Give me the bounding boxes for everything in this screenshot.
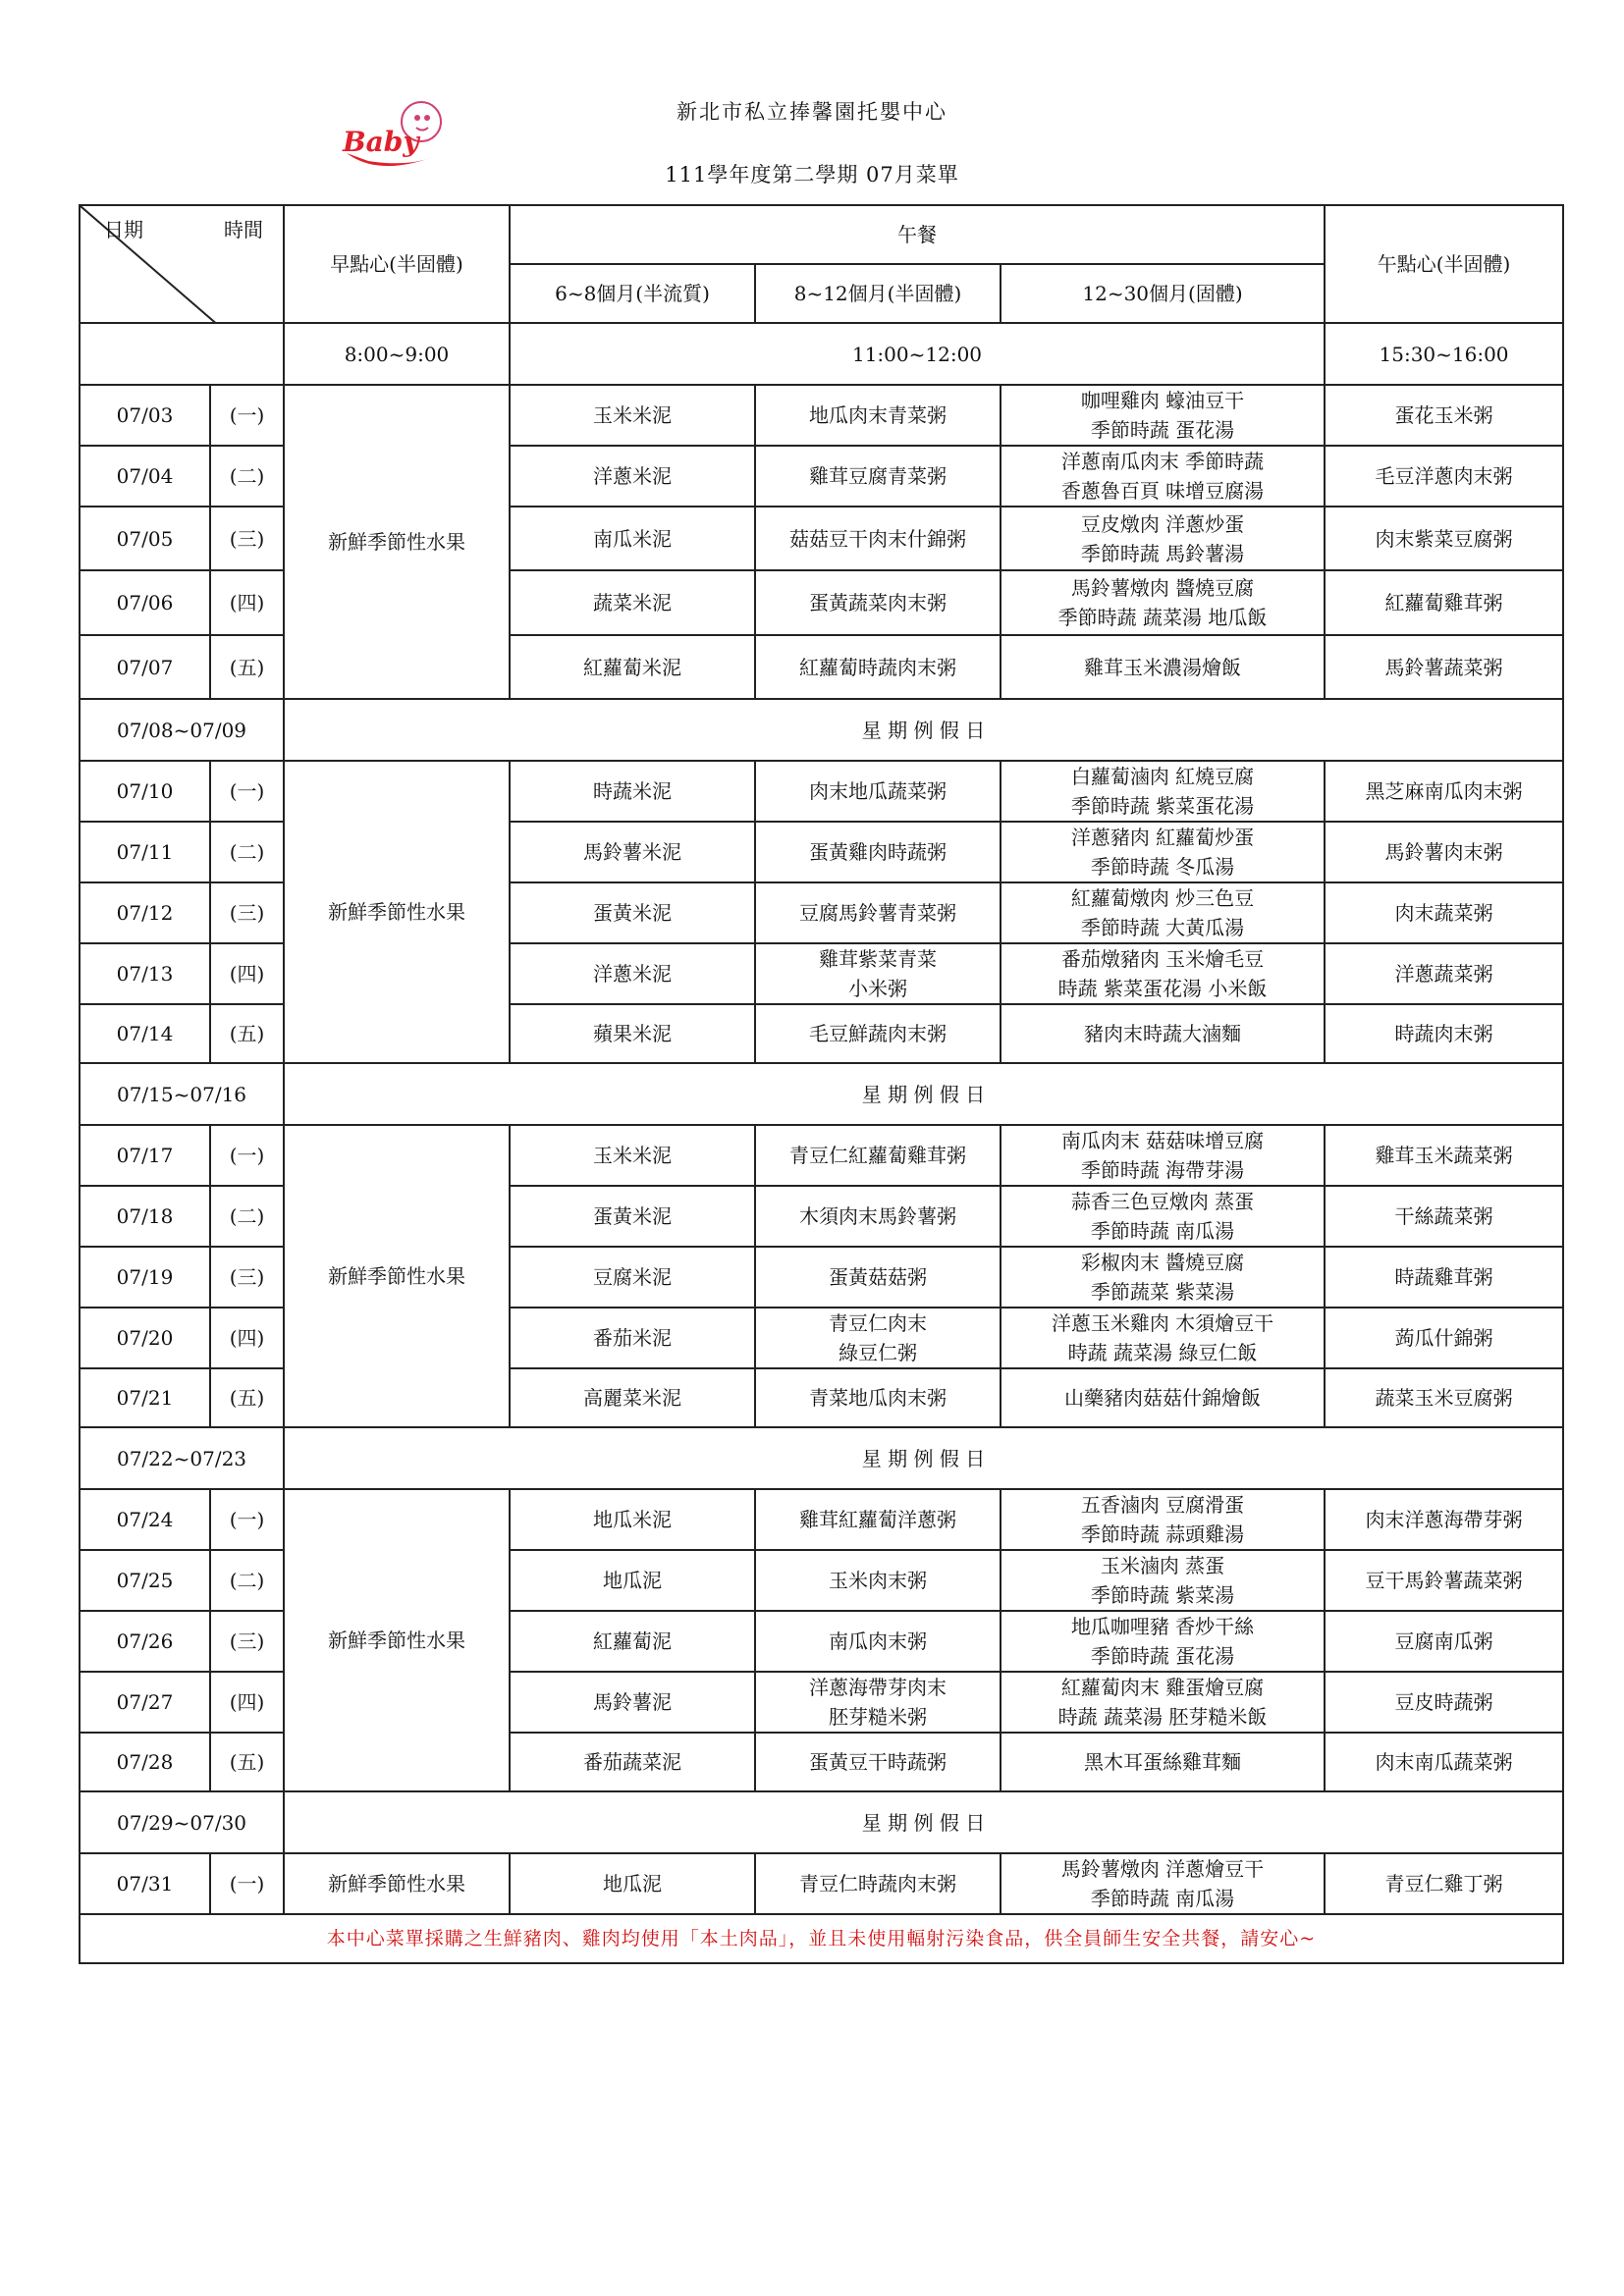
lunch-6-8-header: 6~8個月(半流質) [510,264,755,323]
holiday-label: 星 期 例 假 日 [284,1063,1563,1125]
holiday-date-range: 07/15~07/16 [80,1063,284,1125]
menu-subtitle: 111學年度第二學期 07月菜單 [665,163,959,187]
dish-line: 紅蘿蔔肉末 雞蛋燴豆腐 [1060,1676,1265,1699]
footer-row [80,1914,1563,1963]
dish-line: 季節時蔬 冬瓜湯 [1090,855,1235,879]
lunch-12-30-cell [1001,882,1325,943]
dish-line: 綠豆仁粥 [839,1341,917,1364]
menu-row [80,761,1563,822]
morning-fruit-cell: 新鮮季節性水果 [284,385,510,699]
lunch-12-30-cell [1001,1186,1325,1247]
lunch-8-12-cell: 蛋黃豆干時蔬粥 [755,1733,1001,1791]
lunch-12-30-cell [1001,1247,1325,1308]
lunch-8-12-cell [755,1308,1001,1368]
date-cell: 07/24 [80,1489,210,1550]
weekday-cell: (五) [210,1733,284,1791]
morning-fruit-cell: 新鮮季節性水果 [284,1125,510,1427]
dish-line: 季節時蔬 蔬菜湯 地瓜飯 [1057,606,1268,629]
afternoon-snack-cell: 蛋花玉米粥 [1325,385,1563,446]
date-cell: 07/04 [80,446,210,507]
morning-snack-header: 早點心(半固體) [284,205,510,323]
lunch-6-8-cell: 番茄蔬菜泥 [510,1733,755,1791]
dish-line: 番茄燉豬肉 玉米燴毛豆 [1060,947,1265,971]
dish-line: 紅蘿蔔燉肉 炒三色豆 [1070,886,1255,910]
lunch-6-8-cell: 蛋黃米泥 [510,1186,755,1247]
date-cell: 07/03 [80,385,210,446]
afternoon-snack-cell: 蔬菜玉米豆腐粥 [1325,1368,1563,1427]
morning-time: 8:00~9:00 [284,323,510,385]
afternoon-snack-cell: 肉末洋蔥海帶芽粥 [1325,1489,1563,1550]
weekday-cell: (一) [210,761,284,822]
lunch-12-30-cell [1001,446,1325,507]
lunch-12-30-cell [1001,1611,1325,1672]
holiday-date-range: 07/29~07/30 [80,1791,284,1853]
lunch-6-8-cell: 地瓜泥 [510,1853,755,1914]
lunch-8-12-cell: 青豆仁時蔬肉末粥 [755,1853,1001,1914]
lunch-6-8-cell: 玉米米泥 [510,385,755,446]
weekday-cell: (一) [210,385,284,446]
afternoon-time: 15:30~16:00 [1325,323,1563,385]
lunch-6-8-cell: 蘋果米泥 [510,1004,755,1063]
lunch-8-12-cell: 蛋黃雞肉時蔬粥 [755,822,1001,882]
lunch-12-30-cell [1001,507,1325,570]
lunch-8-12-cell: 菇菇豆干肉末什錦粥 [755,507,1001,570]
afternoon-snack-cell: 黑芝麻南瓜肉末粥 [1325,761,1563,822]
lunch-8-12-cell [755,943,1001,1004]
afternoon-snack-cell: 馬鈴薯肉末粥 [1325,822,1563,882]
dish-line: 季節時蔬 蛋花湯 [1090,1644,1235,1668]
lunch-6-8-cell: 洋蔥米泥 [510,943,755,1004]
lunch-6-8-cell: 地瓜泥 [510,1550,755,1611]
afternoon-snack-cell: 肉末蔬菜粥 [1325,882,1563,943]
weekday-cell: (五) [210,635,284,699]
dish-line: 蒜香三色豆燉肉 蒸蛋 [1070,1190,1255,1213]
lunch-8-12-cell: 雞茸紅蘿蔔洋蔥粥 [755,1489,1001,1550]
date-cell: 07/31 [80,1853,210,1914]
dish-line: 白蘿蔔滷肉 紅燒豆腐 [1070,765,1255,788]
date-cell: 07/10 [80,761,210,822]
afternoon-snack-cell: 豆腐南瓜粥 [1325,1611,1563,1672]
weekday-cell: (一) [210,1853,284,1914]
lunch-8-12-cell: 雞茸豆腐青菜粥 [755,446,1001,507]
dish-line: 洋蔥玉米雞肉 木須燴豆干 [1051,1311,1274,1335]
weekday-cell: (四) [210,1672,284,1733]
date-time-header [80,205,284,323]
afternoon-snack-cell: 蒟瓜什錦粥 [1325,1308,1563,1368]
lunch-8-12-cell: 南瓜肉末粥 [755,1611,1001,1672]
afternoon-snack-header: 午點心(半固體) [1325,205,1563,323]
menu-row [80,385,1563,446]
date-cell: 07/11 [80,822,210,882]
lunch-6-8-cell: 豆腐米泥 [510,1247,755,1308]
morning-fruit-cell: 新鮮季節性水果 [284,1853,510,1914]
lunch-6-8-cell: 馬鈴薯泥 [510,1672,755,1733]
lunch-8-12-cell: 豆腐馬鈴薯青菜粥 [755,882,1001,943]
dish-line: 馬鈴薯燉肉 洋蔥燴豆干 [1060,1857,1265,1881]
lunch-6-8-cell: 馬鈴薯米泥 [510,822,755,882]
dish-line: 玉米滷肉 蒸蛋 [1100,1554,1225,1577]
weekday-cell: (一) [210,1125,284,1186]
lunch-8-12-cell: 玉米肉末粥 [755,1550,1001,1611]
holiday-date-range: 07/22~07/23 [80,1427,284,1489]
weekday-cell: (三) [210,1611,284,1672]
lunch-12-30-cell [1001,1308,1325,1368]
time-header: 時間 [224,218,263,241]
lunch-8-12-cell: 紅蘿蔔時蔬肉末粥 [755,635,1001,699]
morning-fruit-cell: 新鮮季節性水果 [284,1489,510,1791]
menu-row [80,1489,1563,1550]
dish-line: 地瓜咖哩豬 香炒干絲 [1070,1615,1255,1638]
date-cell: 07/06 [80,570,210,635]
lunch-12-30-cell [1001,1489,1325,1550]
lunch-header: 午餐 [510,205,1325,264]
weekday-cell: (三) [210,1247,284,1308]
holiday-label: 星 期 例 假 日 [284,1427,1563,1489]
lunch-12-30-cell [1001,570,1325,635]
afternoon-snack-cell: 肉末南瓜蔬菜粥 [1325,1733,1563,1791]
lunch-8-12-cell: 蛋黃蔬菜肉末粥 [755,570,1001,635]
date-cell: 07/21 [80,1368,210,1427]
holiday-label: 星 期 例 假 日 [284,1791,1563,1853]
dish-line: 南瓜肉末 菇菇味增豆腐 [1060,1129,1265,1152]
lunch-12-30-cell [1001,385,1325,446]
date-cell: 07/07 [80,635,210,699]
lunch-6-8-cell: 紅蘿蔔泥 [510,1611,755,1672]
lunch-6-8-cell: 番茄米泥 [510,1308,755,1368]
dish-line: 洋蔥豬肉 紅蘿蔔炒蛋 [1070,826,1255,849]
holiday-row [80,1063,1563,1125]
dish-line: 季節蔬菜 紫菜湯 [1090,1280,1235,1304]
lunch-6-8-cell: 玉米米泥 [510,1125,755,1186]
lunch-12-30-cell [1001,1550,1325,1611]
afternoon-snack-cell: 時蔬雞茸粥 [1325,1247,1563,1308]
weekday-cell: (二) [210,446,284,507]
weekday-cell: (二) [210,1550,284,1611]
weekday-cell: (一) [210,1489,284,1550]
lunch-12-30-cell [1001,761,1325,822]
lunch-12-30-cell: 豬肉末時蔬大滷麵 [1001,1004,1325,1063]
logo-text: Baby [343,126,419,158]
weekday-cell: (三) [210,882,284,943]
time-header-blank [80,323,284,385]
dish-line: 小米粥 [848,977,907,1000]
dish-line: 季節時蔬 南瓜湯 [1090,1887,1235,1910]
dish-line: 咖哩雞肉 蠔油豆干 [1080,389,1245,412]
afternoon-snack-cell: 青豆仁雞丁粥 [1325,1853,1563,1914]
weekday-cell: (四) [210,943,284,1004]
dish-line: 香蔥魯百頁 味增豆腐湯 [1060,479,1265,503]
lunch-12-30-cell [1001,822,1325,882]
dish-line: 時蔬 蔬菜湯 綠豆仁飯 [1067,1341,1258,1364]
lunch-6-8-cell: 地瓜米泥 [510,1489,755,1550]
dish-line: 季節時蔬 海帶芽湯 [1080,1158,1245,1182]
lunch-8-12-cell: 青豆仁紅蘿蔔雞茸粥 [755,1125,1001,1186]
lunch-6-8-cell: 南瓜米泥 [510,507,755,570]
date-cell: 07/14 [80,1004,210,1063]
dish-line: 胚芽糙米粥 [829,1705,927,1729]
date-cell: 07/25 [80,1550,210,1611]
weekday-cell: (三) [210,507,284,570]
footer-note: 本中心菜單採購之生鮮豬肉、雞肉均使用「本土肉品」，並且未使用輻射污染食品，供全員師生安全共餐，請安心~ [80,1914,1563,1963]
holiday-row [80,699,1563,761]
dish-line: 季節時蔬 蛋花湯 [1090,418,1235,442]
date-cell: 07/12 [80,882,210,943]
date-header: 日期 [104,218,143,241]
lunch-12-30-cell [1001,943,1325,1004]
lunch-8-12-cell: 地瓜肉末青菜粥 [755,385,1001,446]
dish-line: 時蔬 紫菜蛋花湯 小米飯 [1057,977,1268,1000]
afternoon-snack-cell: 干絲蔬菜粥 [1325,1186,1563,1247]
morning-fruit-cell: 新鮮季節性水果 [284,761,510,1063]
menu-row [80,1125,1563,1186]
lunch-6-8-cell: 紅蘿蔔米泥 [510,635,755,699]
weekday-cell: (四) [210,1308,284,1368]
date-cell: 07/26 [80,1611,210,1672]
afternoon-snack-cell: 馬鈴薯蔬菜粥 [1325,635,1563,699]
dish-line: 豆皮燉肉 洋蔥炒蛋 [1080,511,1245,536]
afternoon-snack-cell: 紅蘿蔔雞茸粥 [1325,570,1563,635]
afternoon-snack-cell: 洋蔥蔬菜粥 [1325,943,1563,1004]
lunch-6-8-cell: 時蔬米泥 [510,761,755,822]
date-cell: 07/28 [80,1733,210,1791]
lunch-8-12-cell: 青菜地瓜肉末粥 [755,1368,1001,1427]
lunch-12-30-cell [1001,1125,1325,1186]
holiday-date-range: 07/08~07/09 [80,699,284,761]
dish-line: 彩椒肉末 醬燒豆腐 [1080,1251,1245,1274]
date-cell: 07/13 [80,943,210,1004]
afternoon-snack-cell: 時蔬肉末粥 [1325,1004,1563,1063]
holiday-label: 星 期 例 假 日 [284,699,1563,761]
afternoon-snack-cell: 雞茸玉米蔬菜粥 [1325,1125,1563,1186]
dish-line: 洋蔥南瓜肉末 季節時蔬 [1060,450,1265,473]
dish-line: 季節時蔬 紫菜蛋花湯 [1070,794,1255,818]
lunch-12-30-cell [1001,1853,1325,1914]
lunch-8-12-cell: 蛋黃菇菇粥 [755,1247,1001,1308]
dish-line: 季節時蔬 南瓜湯 [1090,1219,1235,1243]
date-cell: 07/20 [80,1308,210,1368]
lunch-12-30-cell: 黑木耳蛋絲雞茸麵 [1001,1733,1325,1791]
holiday-row [80,1427,1563,1489]
lunch-8-12-header: 8~12個月(半固體) [755,264,1001,323]
afternoon-snack-cell: 毛豆洋蔥肉末粥 [1325,446,1563,507]
dish-line: 季節時蔬 紫菜湯 [1090,1583,1235,1607]
weekday-cell: (五) [210,1368,284,1427]
date-cell: 07/05 [80,507,210,570]
lunch-12-30-header: 12~30個月(固體) [1001,264,1325,323]
dish-line: 馬鈴薯燉肉 醬燒豆腐 [1070,576,1255,600]
lunch-6-8-cell: 蛋黃米泥 [510,882,755,943]
org-name: 新北市私立捧馨園托嬰中心 [677,100,947,124]
weekday-cell: (二) [210,822,284,882]
lunch-6-8-cell: 高麗菜米泥 [510,1368,755,1427]
menu-row [80,1853,1563,1914]
dish-line: 季節時蔬 蒜頭雞湯 [1080,1522,1245,1546]
afternoon-snack-cell: 肉末紫菜豆腐粥 [1325,507,1563,570]
date-cell: 07/17 [80,1125,210,1186]
dish-line: 時蔬 蔬菜湯 胚芽糙米飯 [1057,1705,1268,1729]
lunch-time: 11:00~12:00 [510,323,1325,385]
dish-line: 雞茸紫菜青菜 [819,947,937,971]
lunch-12-30-cell: 雞茸玉米濃湯燴飯 [1001,635,1325,699]
dish-line: 季節時蔬 大黃瓜湯 [1080,916,1245,939]
weekday-cell: (二) [210,1186,284,1247]
dish-line: 青豆仁肉末 [829,1311,927,1335]
lunch-8-12-cell [755,1672,1001,1733]
date-cell: 07/19 [80,1247,210,1308]
dish-line: 五香滷肉 豆腐滑蛋 [1080,1493,1245,1517]
lunch-8-12-cell: 毛豆鮮蔬肉末粥 [755,1004,1001,1063]
dish-line: 季節時蔬 馬鈴薯湯 [1080,541,1245,565]
lunch-8-12-cell: 肉末地瓜蔬菜粥 [755,761,1001,822]
weekday-cell: (五) [210,1004,284,1063]
lunch-8-12-cell: 木須肉末馬鈴薯粥 [755,1186,1001,1247]
date-cell: 07/18 [80,1186,210,1247]
afternoon-snack-cell: 豆干馬鈴薯蔬菜粥 [1325,1550,1563,1611]
menu-table [79,204,1564,1964]
date-cell: 07/27 [80,1672,210,1733]
lunch-6-8-cell: 蔬菜米泥 [510,570,755,635]
lunch-12-30-cell [1001,1672,1325,1733]
afternoon-snack-cell: 豆皮時蔬粥 [1325,1672,1563,1733]
lunch-12-30-cell: 山藥豬肉菇菇什錦燴飯 [1001,1368,1325,1427]
holiday-row [80,1791,1563,1853]
lunch-6-8-cell: 洋蔥米泥 [510,446,755,507]
weekday-cell: (四) [210,570,284,635]
dish-line: 洋蔥海帶芽肉末 [809,1676,947,1699]
